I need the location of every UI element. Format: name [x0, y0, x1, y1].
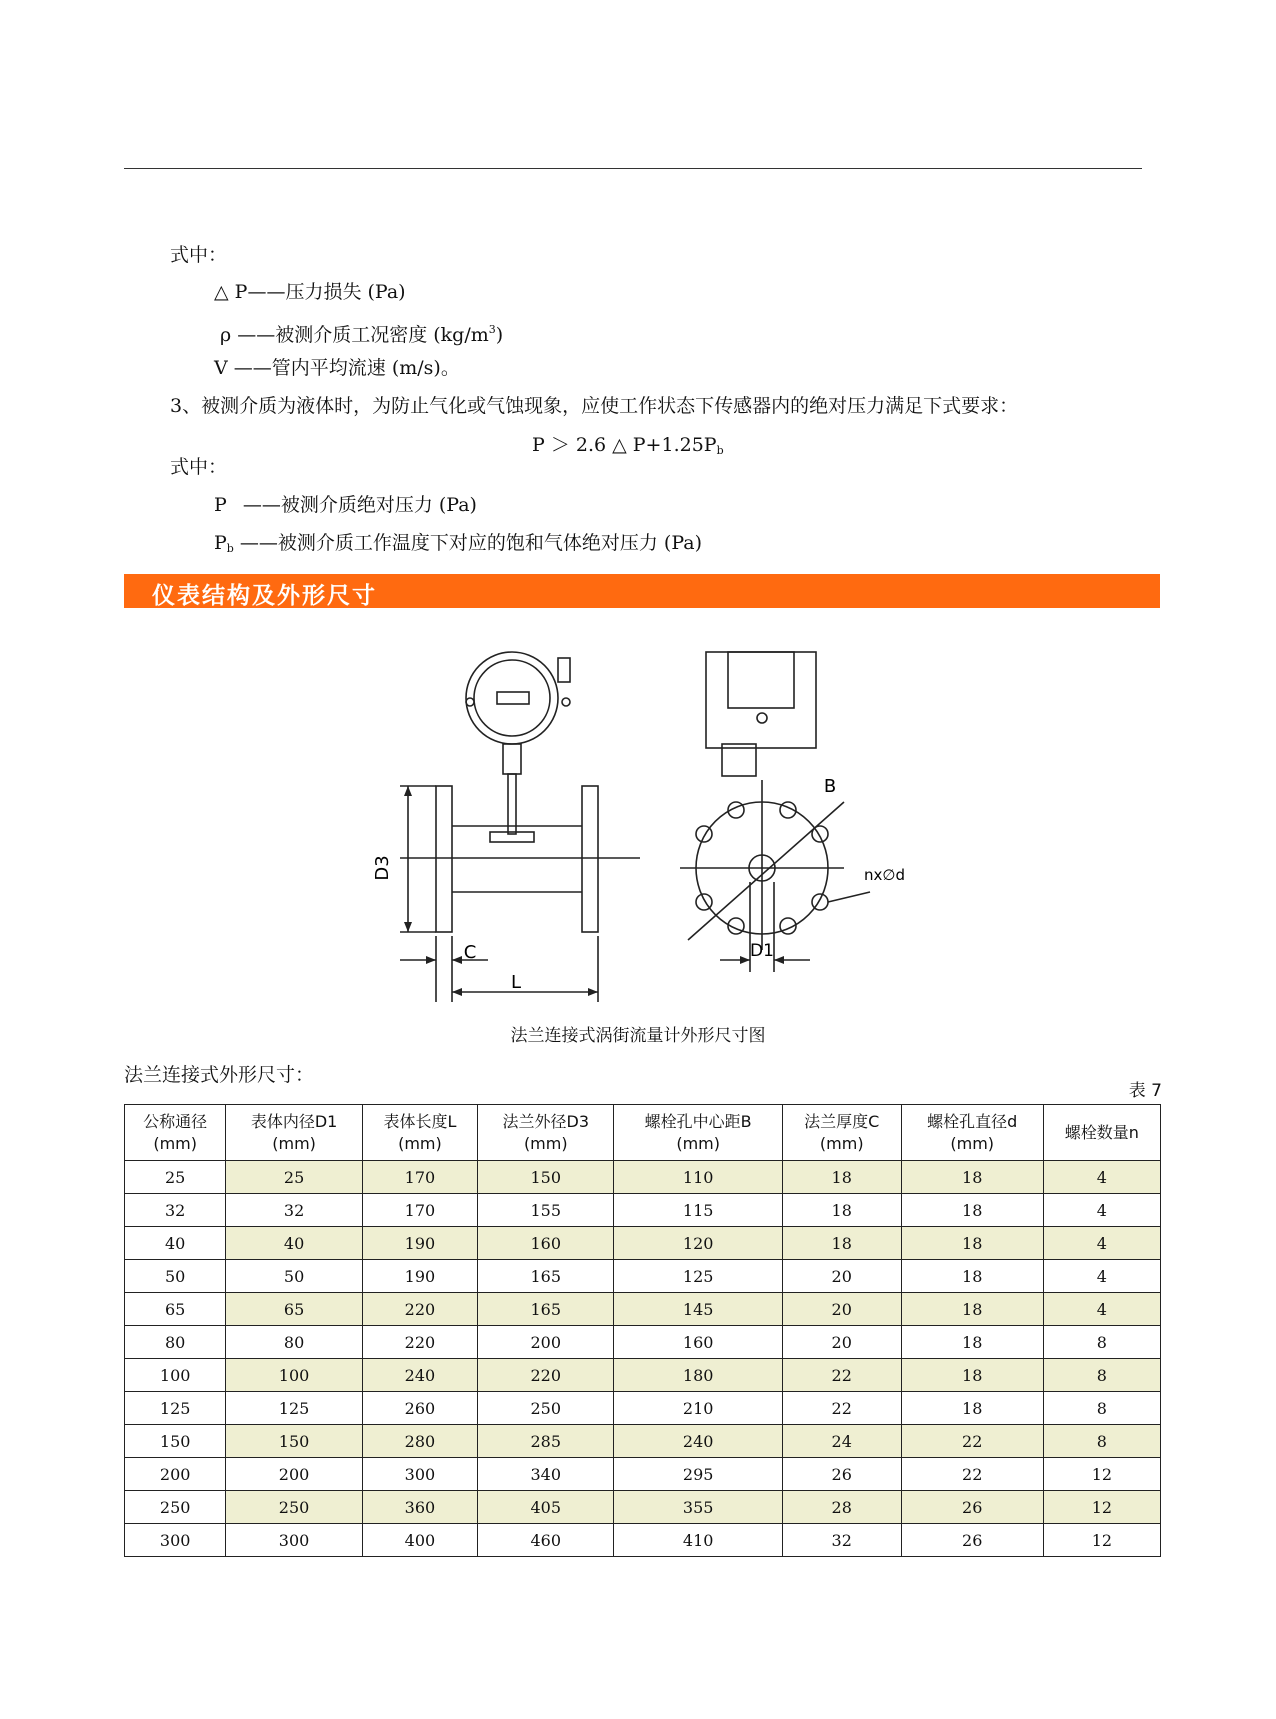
table-cell: 22	[782, 1392, 901, 1425]
table-cell: 155	[478, 1194, 614, 1227]
table-cell: 18	[782, 1227, 901, 1260]
table-cell: 25	[125, 1161, 226, 1194]
table-row	[125, 1227, 1161, 1260]
table-cell: 150	[226, 1425, 362, 1458]
table-cell: 360	[362, 1491, 477, 1524]
table-cell: 4	[1043, 1161, 1160, 1194]
table-cell: 18	[901, 1161, 1043, 1194]
rho-definition	[220, 318, 503, 347]
table-number: 表 7	[1128, 1081, 1162, 1101]
table-cell: 50	[226, 1260, 362, 1293]
table-cell: 20	[782, 1260, 901, 1293]
table-cell: 460	[478, 1524, 614, 1557]
table-cell: 340	[478, 1458, 614, 1491]
table-cell: 190	[362, 1227, 477, 1260]
table-row	[125, 1524, 1161, 1557]
table-row	[125, 1326, 1161, 1359]
pressure-formula	[532, 433, 724, 463]
p-definition	[214, 493, 477, 517]
table-header-row	[125, 1105, 1161, 1161]
table-cell: 26	[782, 1458, 901, 1491]
table-cell: 80	[125, 1326, 226, 1359]
table-cell: 80	[226, 1326, 362, 1359]
table-cell: 18	[901, 1392, 1043, 1425]
table-cell: 40	[125, 1227, 226, 1260]
table-cell: 22	[901, 1458, 1043, 1491]
table-cell: 115	[614, 1194, 782, 1227]
table-row	[125, 1392, 1161, 1425]
table-cell: 240	[362, 1359, 477, 1392]
label-c: C	[463, 942, 477, 963]
section-banner	[124, 574, 1160, 608]
table-cell: 32	[125, 1194, 226, 1227]
table-cell: 200	[226, 1458, 362, 1491]
label-bolt-holes: nx∅d	[864, 866, 905, 884]
table-cell: 355	[614, 1491, 782, 1524]
table-cell: 280	[362, 1425, 477, 1458]
table-cell: 8	[1043, 1392, 1160, 1425]
table-cell: 28	[782, 1491, 901, 1524]
where-label-1: 式中：	[170, 244, 228, 266]
table-cell: 250	[125, 1491, 226, 1524]
table-cell: 18	[782, 1161, 901, 1194]
table-cell: 125	[125, 1392, 226, 1425]
rho-desc-end: )	[495, 324, 504, 346]
formula-main: P ＞ 2.6 △ P+1.25P	[532, 434, 717, 456]
rho-desc: ——被测介质工况密度 (kg/m	[237, 324, 489, 346]
table-cell: 160	[614, 1326, 782, 1359]
header-flange-od: 法兰外径D3 (mm)	[478, 1105, 614, 1161]
delta-p-definition	[214, 280, 406, 304]
pb-desc: ——被测介质工作温度下对应的饱和气体绝对压力 (Pa)	[239, 532, 703, 554]
flange-vortex-flowmeter-diagram	[370, 640, 930, 1020]
table-cell: 165	[478, 1293, 614, 1326]
table-cell: 12	[1043, 1491, 1160, 1524]
table-cell: 200	[125, 1458, 226, 1491]
rho-symbol: ρ	[220, 324, 232, 346]
diagram-caption: 法兰连接式涡街流量计外形尺寸图	[510, 1026, 766, 1046]
label-d1: D1	[750, 941, 774, 961]
p-desc: ——被测介质绝对压力 (Pa)	[242, 494, 477, 516]
table-cell: 300	[125, 1524, 226, 1557]
table-cell: 18	[901, 1194, 1043, 1227]
section-title: 仪表结构及外形尺寸	[152, 583, 377, 609]
table-row	[125, 1425, 1161, 1458]
table-cell: 18	[901, 1293, 1043, 1326]
table-cell: 210	[614, 1392, 782, 1425]
table-cell: 100	[125, 1359, 226, 1392]
table-cell: 260	[362, 1392, 477, 1425]
table-cell: 25	[226, 1161, 362, 1194]
table-cell: 300	[226, 1524, 362, 1557]
label-l: L	[510, 972, 522, 993]
p-symbol: P	[214, 494, 227, 516]
v-desc: ——管内平均流速 (m/s)。	[233, 357, 460, 379]
header-nominal-diameter: 公称通径 (mm)	[125, 1105, 226, 1161]
table-cell: 120	[614, 1227, 782, 1260]
table-title: 法兰连接式外形尺寸：	[124, 1064, 315, 1086]
table-cell: 12	[1043, 1458, 1160, 1491]
pb-symbol: P	[214, 532, 227, 554]
header-bolt-count: 螺栓数量n	[1043, 1105, 1160, 1161]
table-cell: 160	[478, 1227, 614, 1260]
table-cell: 170	[362, 1161, 477, 1194]
table-row	[125, 1194, 1161, 1227]
pb-subscript: b	[226, 542, 234, 555]
pb-definition	[214, 531, 702, 561]
header-flange-thickness: 法兰厚度C (mm)	[782, 1105, 901, 1161]
table-cell: 18	[901, 1227, 1043, 1260]
table-cell: 8	[1043, 1425, 1160, 1458]
delta-p-symbol: △ P	[214, 281, 248, 303]
table-cell: 410	[614, 1524, 782, 1557]
v-symbol: V	[214, 357, 228, 379]
table-cell: 145	[614, 1293, 782, 1326]
table-cell: 8	[1043, 1359, 1160, 1392]
table-body	[125, 1161, 1161, 1557]
where-label-2: 式中：	[170, 456, 228, 478]
formula-subscript: b	[716, 444, 724, 457]
delta-p-desc: ——压力损失 (Pa)	[247, 281, 406, 303]
table-cell: 8	[1043, 1326, 1160, 1359]
table-cell: 100	[226, 1359, 362, 1392]
item-3-text: 3、被测介质为液体时，为防止气化或气蚀现象，应使工作状态下传感器内的绝对压力满足下式要求：	[170, 395, 1019, 417]
table-cell: 150	[478, 1161, 614, 1194]
table-cell: 300	[362, 1458, 477, 1491]
table-cell: 285	[478, 1425, 614, 1458]
table-row	[125, 1359, 1161, 1392]
table-cell: 12	[1043, 1524, 1160, 1557]
table-row	[125, 1161, 1161, 1194]
table-cell: 40	[226, 1227, 362, 1260]
table-cell: 4	[1043, 1194, 1160, 1227]
header-bolt-circle: 螺栓孔中心距B (mm)	[614, 1105, 782, 1161]
table-cell: 22	[782, 1359, 901, 1392]
table-cell: 32	[782, 1524, 901, 1557]
table-cell: 250	[226, 1491, 362, 1524]
table-cell: 400	[362, 1524, 477, 1557]
table-cell: 405	[478, 1491, 614, 1524]
table-cell: 125	[226, 1392, 362, 1425]
header-rule	[124, 168, 1142, 169]
table-cell: 20	[782, 1293, 901, 1326]
table-cell: 4	[1043, 1260, 1160, 1293]
rho-unit-exponent: 3	[488, 323, 496, 336]
table-cell: 250	[478, 1392, 614, 1425]
table-cell: 110	[614, 1161, 782, 1194]
header-inner-diameter: 表体内径D1 (mm)	[226, 1105, 362, 1161]
dimension-table	[124, 1104, 1161, 1557]
header-bolt-hole-diameter: 螺栓孔直径d (mm)	[901, 1105, 1043, 1161]
table-cell: 190	[362, 1260, 477, 1293]
table-cell: 18	[782, 1194, 901, 1227]
table-cell: 24	[782, 1425, 901, 1458]
table-cell: 170	[362, 1194, 477, 1227]
table-cell: 220	[362, 1293, 477, 1326]
table-cell: 26	[901, 1491, 1043, 1524]
table-row	[125, 1260, 1161, 1293]
table-cell: 18	[901, 1260, 1043, 1293]
table-cell: 125	[614, 1260, 782, 1293]
header-body-length: 表体长度L (mm)	[362, 1105, 477, 1161]
label-d3: D3	[372, 855, 393, 881]
table-row	[125, 1293, 1161, 1326]
table-cell: 150	[125, 1425, 226, 1458]
v-definition	[214, 356, 460, 380]
table-cell: 65	[125, 1293, 226, 1326]
table-cell: 220	[478, 1359, 614, 1392]
table-cell: 200	[478, 1326, 614, 1359]
table-cell: 295	[614, 1458, 782, 1491]
label-b: B	[823, 776, 837, 797]
table-row	[125, 1458, 1161, 1491]
table-cell: 65	[226, 1293, 362, 1326]
table-cell: 4	[1043, 1293, 1160, 1326]
table-cell: 32	[226, 1194, 362, 1227]
table-cell: 180	[614, 1359, 782, 1392]
table-cell: 26	[901, 1524, 1043, 1557]
table-cell: 20	[782, 1326, 901, 1359]
table-cell: 4	[1043, 1227, 1160, 1260]
table-cell: 18	[901, 1326, 1043, 1359]
table-cell: 50	[125, 1260, 226, 1293]
table-cell: 220	[362, 1326, 477, 1359]
table-row	[125, 1491, 1161, 1524]
table-cell: 165	[478, 1260, 614, 1293]
table-cell: 240	[614, 1425, 782, 1458]
table-cell: 18	[901, 1359, 1043, 1392]
table-cell: 22	[901, 1425, 1043, 1458]
